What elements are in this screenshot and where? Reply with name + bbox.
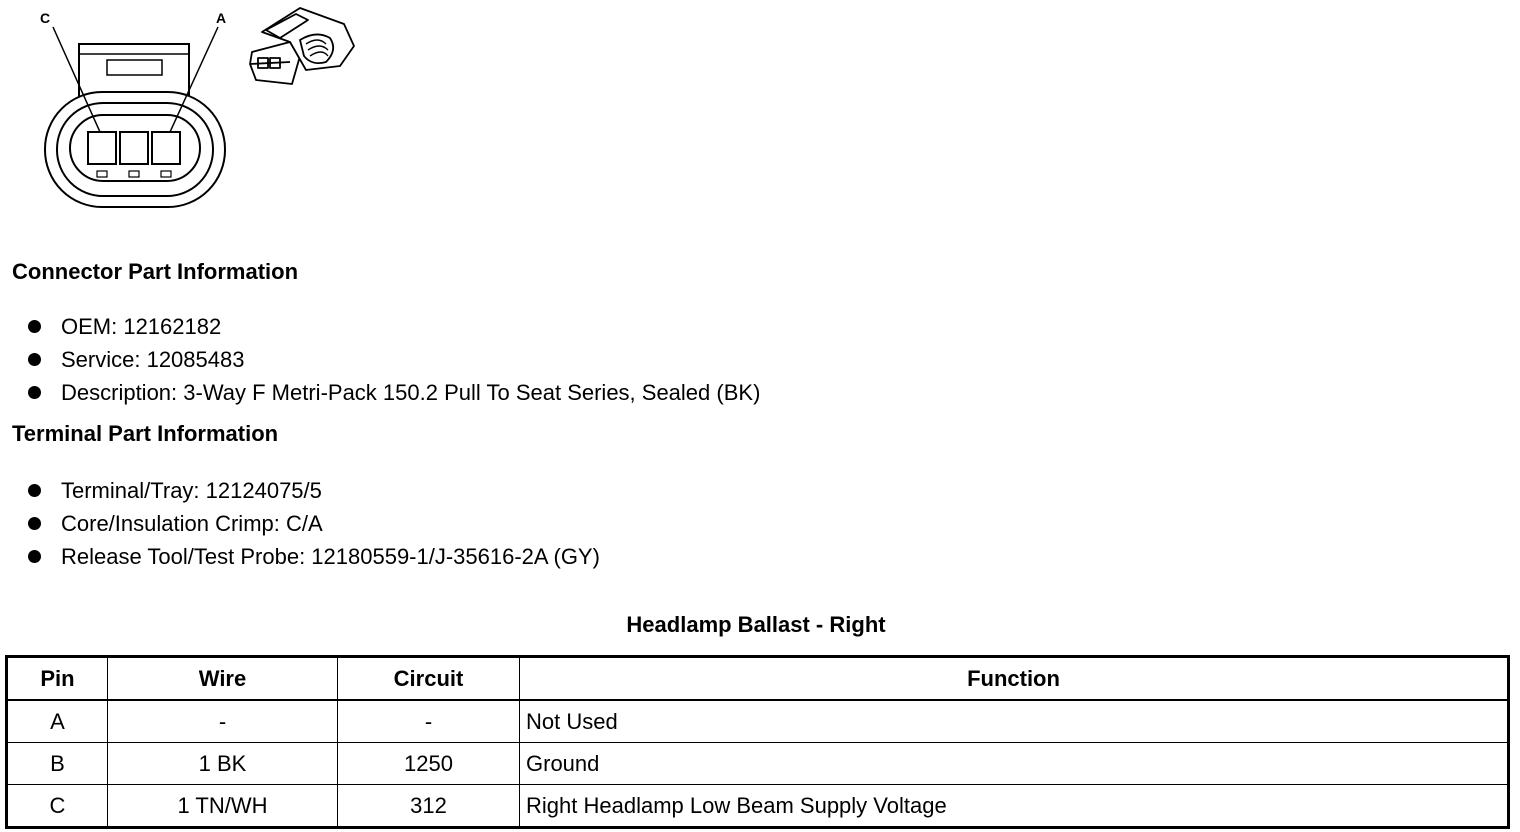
list-item [28, 346, 760, 379]
list-item [28, 379, 760, 412]
cell-wire: - [108, 700, 338, 743]
cell-function: Right Headlamp Low Beam Supply Voltage [520, 785, 1509, 828]
list-item-text: OEM: 12162182 [61, 314, 222, 339]
latch-slot [107, 60, 162, 75]
table-row [7, 785, 1509, 828]
cell-function: Ground [520, 743, 1509, 785]
cell-function: Not Used [520, 700, 1509, 743]
table-row [7, 743, 1509, 785]
column-header-wire: Wire [108, 657, 338, 701]
cell-pin: A [7, 700, 108, 743]
table-header-row [7, 657, 1509, 701]
pin-table [5, 655, 1510, 829]
cell-circuit: 312 [338, 785, 520, 828]
column-header-pin: Pin [7, 657, 108, 701]
list-item-text: Release Tool/Test Probe: 12180559-1/J-35616-2A (GY) [61, 544, 600, 569]
pin-table-title: Headlamp Ballast - Right [626, 612, 886, 637]
connector-outer-shell [45, 92, 225, 207]
list-item-text: Terminal/Tray: 12124075/5 [61, 478, 322, 503]
bullet-icon [28, 550, 41, 563]
cell-wire: 1 BK [108, 743, 338, 785]
list-item [28, 543, 600, 576]
connector-isometric-sketch [250, 8, 354, 84]
callout-c: C [40, 10, 51, 26]
list-item-text: Service: 12085483 [61, 347, 245, 372]
callout-a: A [216, 10, 227, 26]
cell-wire: 1 TN/WH [108, 785, 338, 828]
list-item-text: Description: 3-Way F Metri-Pack 150.2 Pull To Seat Series, Sealed (BK) [61, 380, 761, 405]
list-item [28, 510, 600, 543]
cell-pin: B [7, 743, 108, 785]
cell-circuit: - [338, 700, 520, 743]
cell-circuit: 1250 [338, 743, 520, 785]
table-row [7, 700, 1509, 743]
bullet-icon [28, 386, 41, 399]
terminal-part-info-heading: Terminal Part Information [12, 421, 279, 446]
terminal-part-info-list [28, 477, 600, 576]
cell-pin: C [7, 785, 108, 828]
list-item-text: Core/Insulation Crimp: C/A [61, 511, 323, 536]
list-item [28, 313, 760, 346]
bullet-icon [28, 484, 41, 497]
connector-part-info-heading: Connector Part Information [12, 259, 299, 284]
connector-face-drawing [0, 0, 380, 220]
connector-part-info-list [28, 313, 760, 412]
list-item [28, 477, 600, 510]
column-header-function: Function [520, 657, 1509, 701]
bullet-icon [28, 353, 41, 366]
bullet-icon [28, 517, 41, 530]
column-header-circuit: Circuit [338, 657, 520, 701]
bullet-icon [28, 320, 41, 333]
